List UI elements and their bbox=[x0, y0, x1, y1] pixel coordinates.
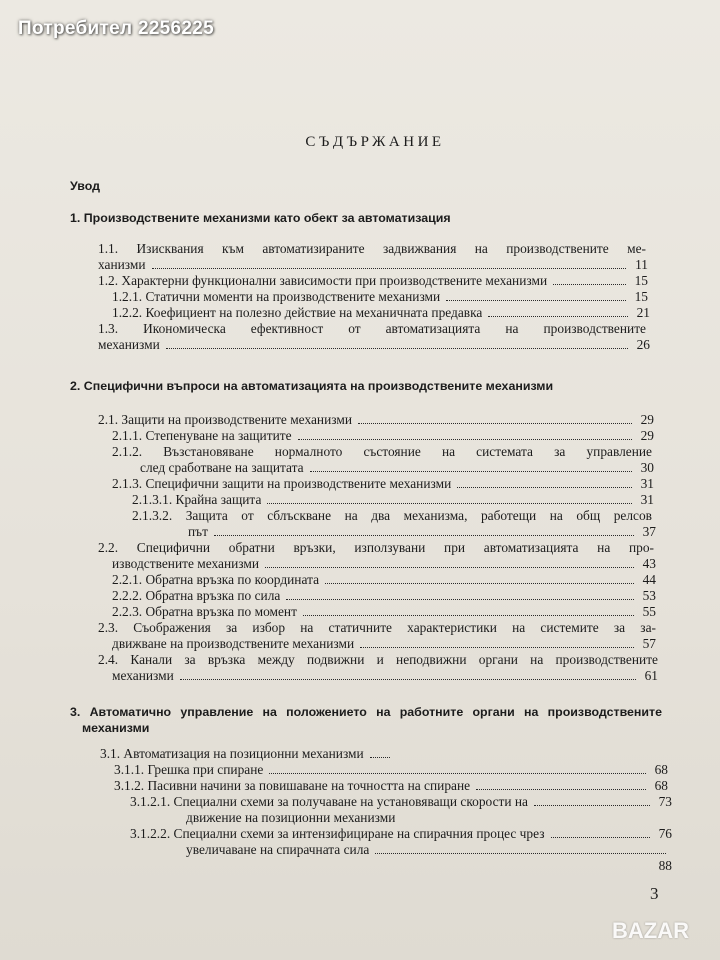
toc-entry: 3.1.2.2. Специални схеми за интензифициране на спирачния процес чрез 76 bbox=[130, 826, 672, 841]
toc-entry: 3.1.2. Пасивни начини за повишаване на точността на спиране 68 bbox=[114, 778, 668, 793]
toc-entry: 1.2. Характерни функционални зависимости при производствените механизми 15 bbox=[98, 273, 648, 288]
toc-entry: 2.1.1. Степенуване на защитите 29 bbox=[112, 428, 654, 443]
toc-entry: 3.1. Автоматизация на позиционни механизми bbox=[100, 746, 660, 762]
toc-entry: движване на производствените механизми 57 bbox=[112, 636, 656, 651]
toc-chapter-heading: 1. Производствените механизми като обект за автоматизация bbox=[70, 211, 451, 225]
toc-entry: 2.1.3. Специфични защити на производствените механизми 31 bbox=[112, 476, 654, 491]
toc-entry: движение на позиционни механизми bbox=[186, 810, 396, 825]
toc-entry: 88 bbox=[658, 858, 672, 873]
toc-chapter-heading: механизми bbox=[82, 721, 150, 735]
bazar-logo: BAZAR bbox=[612, 918, 689, 943]
toc-entry: 3.1.1. Грешка при спиране 68 bbox=[114, 762, 668, 777]
toc-entry: 3.1.2.1. Специални схеми за получаване на установяващи скорости на 73 bbox=[130, 794, 672, 809]
toc-entry: 1.2.2. Коефициент на полезно действие на механичната предавка 21 bbox=[112, 305, 650, 320]
toc-entry: механизми 61 bbox=[112, 668, 658, 683]
toc-entry: изводствените механизми 43 bbox=[112, 556, 656, 571]
toc-entry: 1.2.1. Статични моменти на производствените механизми 15 bbox=[112, 289, 648, 304]
toc-entry: 2.2. Специфични обратни връзки, използувани при автоматизацията на про- bbox=[98, 540, 654, 555]
toc-entry: механизми 26 bbox=[98, 337, 650, 352]
toc-entry: 2.1.3.1. Крайна защита 31 bbox=[132, 492, 654, 507]
toc-entry: 2.3. Съображения за избор на статичните характеристики на системите за за- bbox=[98, 620, 656, 635]
toc-entry: 1.1. Изисквания към автоматизираните задвижвания на производствените ме- bbox=[98, 241, 646, 256]
toc-entry: 2.4. Канали за връзка между подвижни и неподвижни органи на производствените bbox=[98, 652, 658, 667]
toc-entry: след сработване на защитата 30 bbox=[140, 460, 654, 475]
user-watermark: Потребител 2256225 bbox=[18, 18, 215, 39]
toc-entry: 2.2.1. Обратна връзка по координата 44 bbox=[112, 572, 656, 587]
toc-chapter-heading: 2. Специфични въпроси на автоматизацията на производствените механизми bbox=[70, 379, 554, 393]
toc-entry: 2.2.2. Обратна връзка по сила 53 bbox=[112, 588, 656, 603]
toc-entry: увеличаване на спирачната сила bbox=[186, 842, 672, 858]
toc-entry: Увод bbox=[70, 179, 100, 193]
toc-entry: ханизми 11 bbox=[98, 257, 648, 272]
page-number: 3 bbox=[650, 884, 659, 903]
toc-entry: 2.1. Защити на производствените механизми 29 bbox=[98, 412, 654, 427]
toc-chapter-heading: 3. Автоматично управление на положението на работните органи на производствените bbox=[70, 705, 662, 719]
toc-entry: 1.3. Икономическа ефективност от автоматизацията на производствените bbox=[98, 321, 646, 336]
toc-entry: 2.1.3.2. Защита от сблъскване на два механизма, работещи на общ релсов bbox=[132, 508, 652, 523]
toc-entry: път 37 bbox=[188, 524, 656, 539]
toc-entry: 2.2.3. Обратна връзка по момент 55 bbox=[112, 604, 656, 619]
page-title: СЪДЪРЖАНИЕ bbox=[305, 134, 445, 150]
toc-entry: 2.1.2. Възстановяване нормалното състояние на системата за управление bbox=[112, 444, 652, 459]
